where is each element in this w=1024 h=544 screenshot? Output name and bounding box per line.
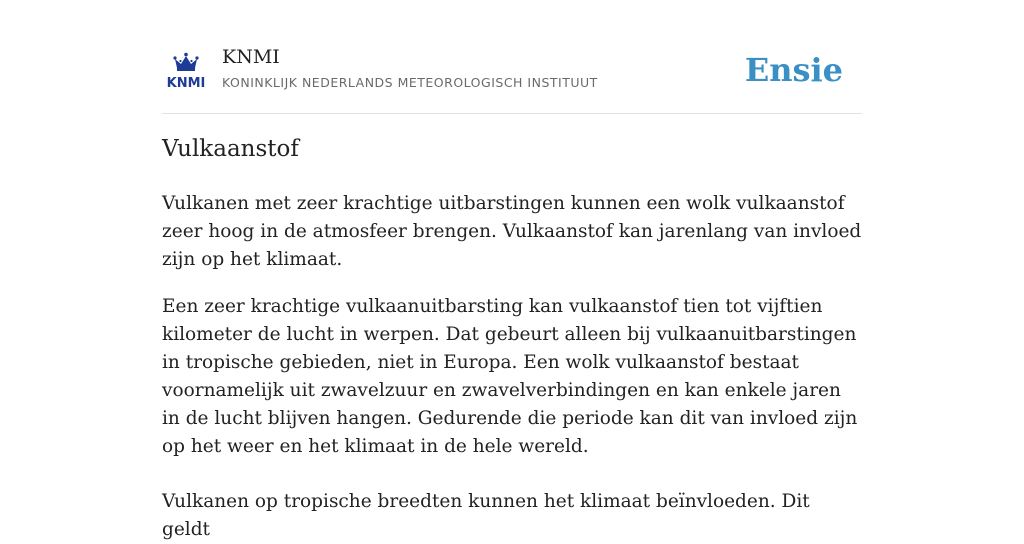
brand-logo[interactable]: Ensie <box>744 51 843 89</box>
article-paragraph-3: Vulkanen op tropische breedten kunnen het klimaat beïnvloeden. Dit geldt <box>162 491 810 540</box>
article-paragraph-2: Een zeer krachtige vulkaanuitbarsting kan vulkaanstof tien tot vijftien kilometer de lucht in werpen. Dat gebeurt alleen bij vulkaanuitbarstingen in tropische gebieden, niet in Europa. Een wolk vulkaanstof bestaat voornamelijk uit zwavelzuur en zwavelverbindingen en kan enkele jaren in de lucht blijven hangen. Gedurende die periode kan dit van invloed zijn op het weer en het klimaat in de hele wereld. <box>162 296 858 457</box>
article-paragraph-1: Vulkanen met zeer krachtige uitbarstingen kunnen een wolk vulkaanstof zeer hoog in de atmosfeer brengen. Vulkaanstof kan jarenlang van invloed zijn op het klimaat. <box>162 193 862 270</box>
page-container <box>162 0 862 540</box>
page-title: Vulkaanstof <box>162 136 299 162</box>
org-name: KNMI <box>222 46 280 68</box>
org-subtitle: KONINKLIJK NEDERLANDS METEOROLOGISCH INSTITUUT <box>222 75 598 90</box>
logo-wordmark: KNMI <box>166 76 206 91</box>
knmi-logo[interactable] <box>164 50 208 90</box>
site-header <box>162 0 862 114</box>
